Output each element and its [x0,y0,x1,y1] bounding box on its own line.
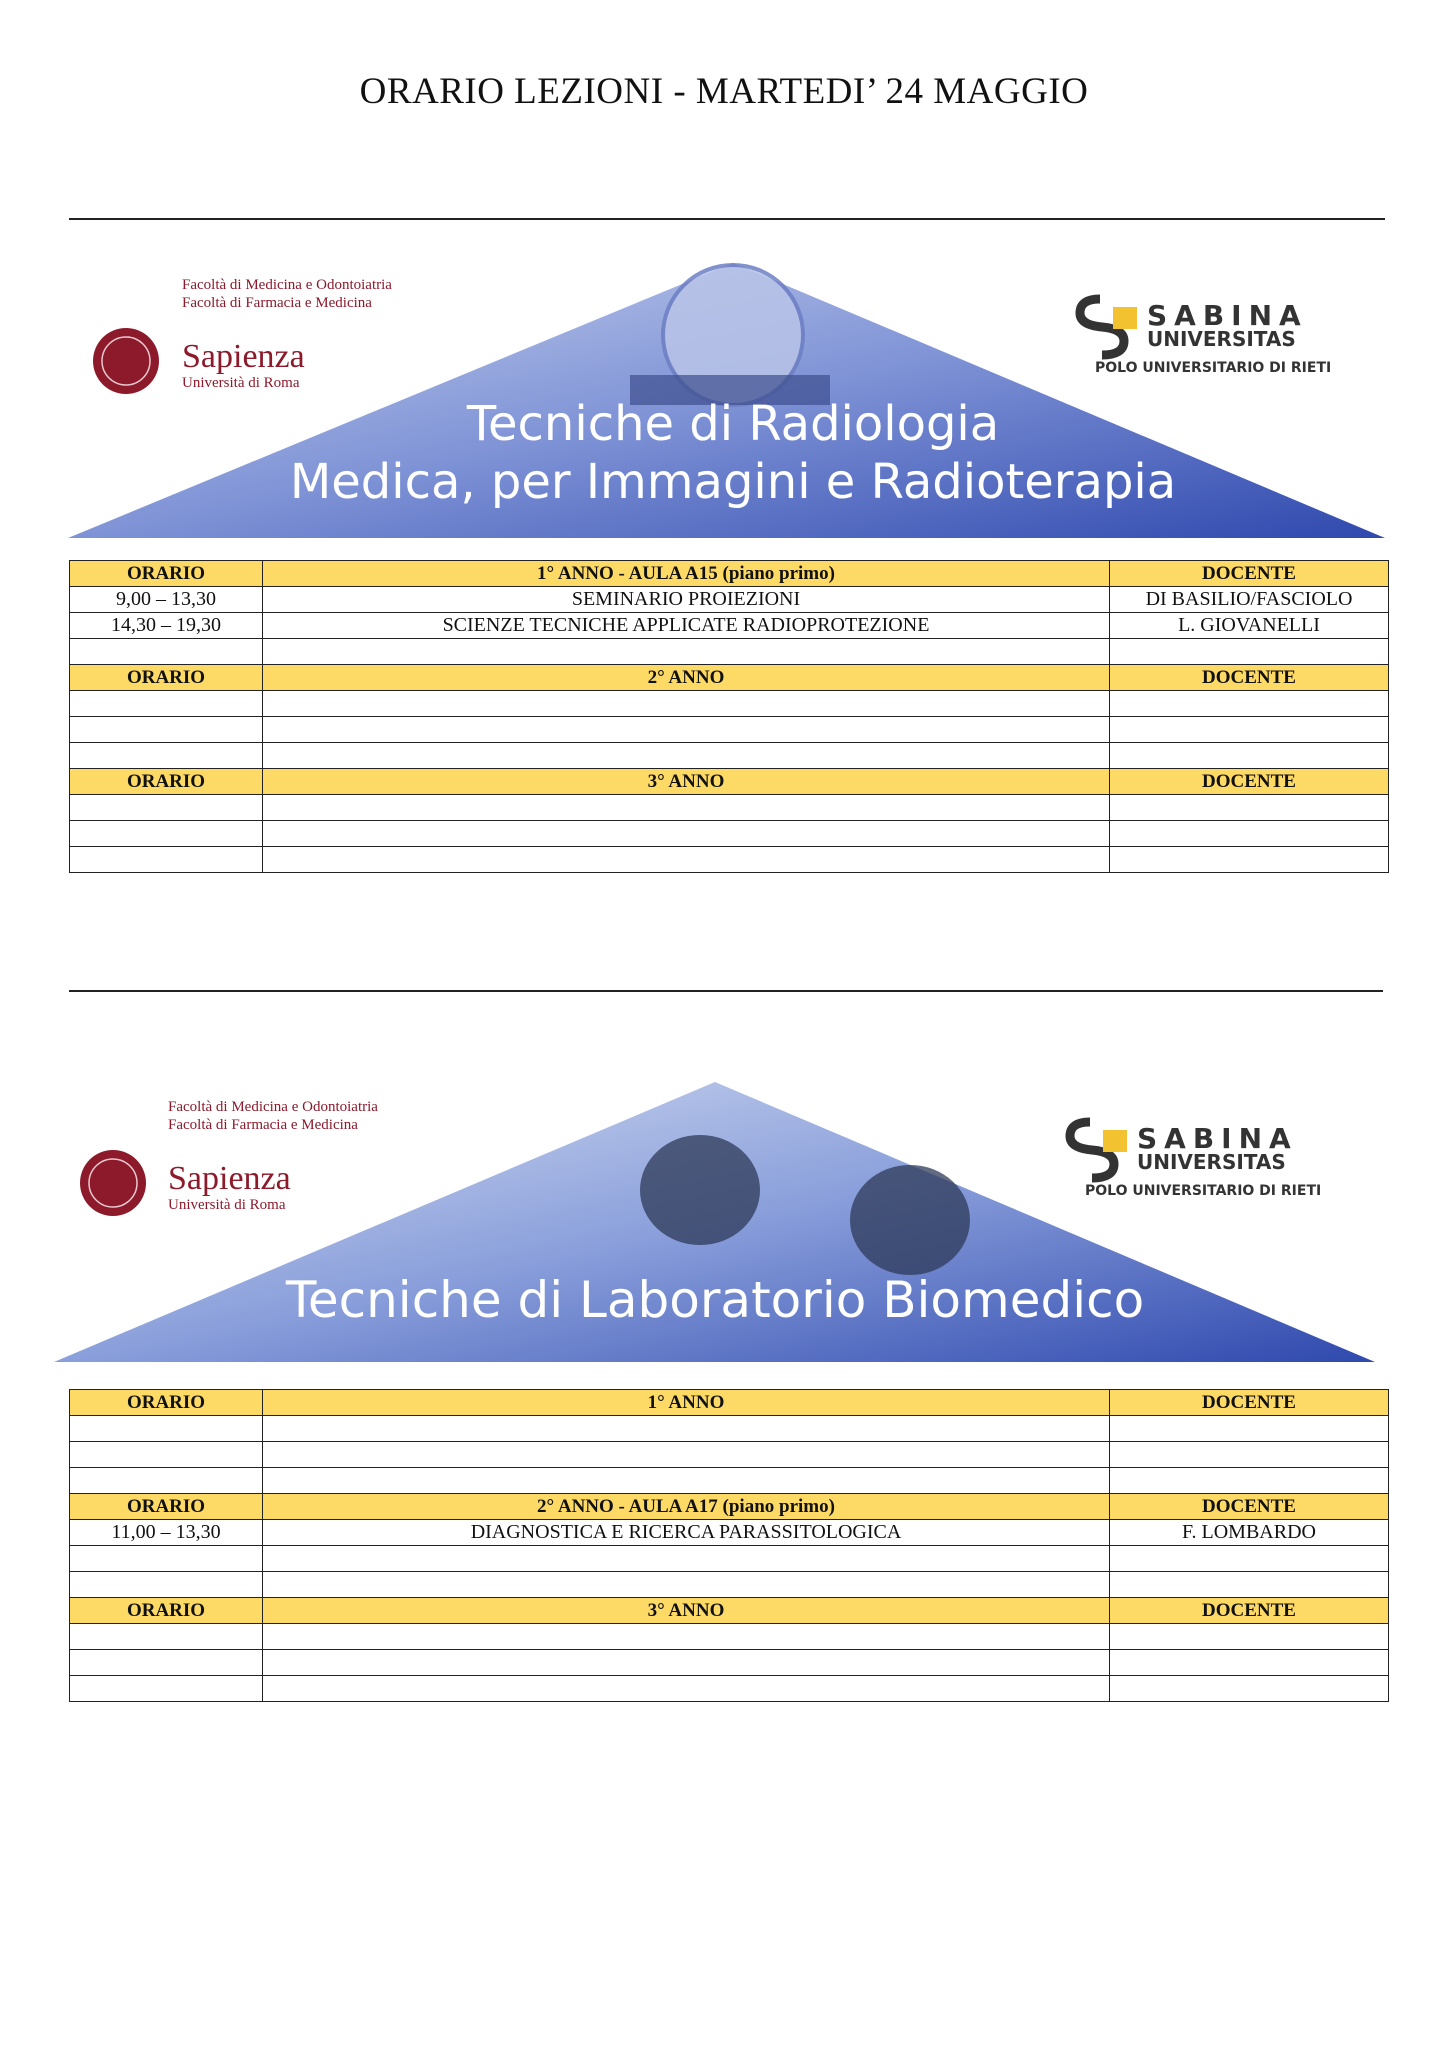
cell-docente [1110,1442,1389,1468]
cell-orario [70,1572,263,1598]
cell-materia [263,1468,1110,1494]
cell-orario [70,1676,263,1702]
cell-docente: F. LOMBARDO [1110,1520,1389,1546]
header-orario: ORARIO [70,561,263,587]
sapienza-sub: Università di Roma [168,1197,286,1213]
cell-orario [70,1416,263,1442]
cell-orario [70,691,263,717]
cell-orario [70,1546,263,1572]
banner-radiologia-graphic [50,255,1400,538]
header-anno: 2° ANNO - AULA A17 (piano primo) [263,1494,1110,1520]
cell-docente [1110,1624,1389,1650]
header-docente: DOCENTE [1110,1494,1389,1520]
cell-materia [263,847,1110,873]
header-docente: DOCENTE [1110,769,1389,795]
cell-docente [1110,639,1389,665]
faculty-line1: Facoltà di Medicina e Odontoiatria [168,1099,378,1115]
header-orario: ORARIO [70,1598,263,1624]
table-row [70,691,1389,717]
table-header-row [70,1598,1389,1624]
header-docente: DOCENTE [1110,1390,1389,1416]
cell-docente [1110,1676,1389,1702]
header-docente: DOCENTE [1110,561,1389,587]
cell-docente: L. GIOVANELLI [1110,613,1389,639]
sapienza-seal-icon [93,328,159,394]
polo-name: POLO UNIVERSITARIO DI RIETI [1095,360,1332,376]
table-header-row [70,1390,1389,1416]
cell-materia: SCIENZE TECNICHE APPLICATE RADIOPROTEZIONE [263,613,1110,639]
cell-docente [1110,821,1389,847]
schedule-table-laboratorio [69,1389,1389,1702]
cell-materia [263,1650,1110,1676]
header-anno: 1° ANNO [263,1390,1110,1416]
sapienza-name: Sapienza [168,1160,291,1197]
sapienza-seal-icon [80,1150,146,1216]
table-row [70,847,1389,873]
banner-radiologia [50,255,1400,538]
cell-docente [1110,717,1389,743]
cell-materia [263,1416,1110,1442]
schedule-table-radiologia [69,560,1389,873]
table-row [70,1676,1389,1702]
cell-orario [70,1624,263,1650]
sabina-book-icon [1103,1130,1127,1152]
sapienza-name: Sapienza [182,338,305,375]
sapienza-sub: Università di Roma [182,375,300,391]
table-row [70,1546,1389,1572]
table-row [70,613,1389,639]
cell-docente [1110,1650,1389,1676]
table-row [70,821,1389,847]
header-orario: ORARIO [70,665,263,691]
header-anno: 3° ANNO [263,769,1110,795]
cell-materia [263,743,1110,769]
cell-materia: SEMINARIO PROIEZIONI [263,587,1110,613]
cell-docente [1110,847,1389,873]
cell-docente [1110,1416,1389,1442]
cell-docente [1110,1468,1389,1494]
cell-orario [70,1650,263,1676]
header-orario: ORARIO [70,769,263,795]
table-row [70,587,1389,613]
universitas-name: UNIVERSITAS [1147,327,1296,351]
banner-laboratorio-line1: Tecniche di Laboratorio Biomedico [285,1271,1145,1329]
cell-orario: 11,00 – 13,30 [70,1520,263,1546]
cell-orario: 9,00 – 13,30 [70,587,263,613]
cell-docente [1110,795,1389,821]
header-anno: 1° ANNO - AULA A15 (piano primo) [263,561,1110,587]
sabina-name: SABINA [1137,1122,1298,1155]
cell-orario [70,1442,263,1468]
cell-orario [70,847,263,873]
cell-orario [70,1468,263,1494]
microscope-eyepiece-icon [850,1165,970,1275]
table-row [70,1416,1389,1442]
table-row [70,639,1389,665]
universitas-name: UNIVERSITAS [1137,1150,1286,1174]
faculty-line1: Facoltà di Medicina e Odontoiatria [182,277,392,293]
cell-materia [263,795,1110,821]
table-header-row [70,665,1389,691]
divider-top [69,218,1385,220]
cell-docente [1110,1572,1389,1598]
faculty-line2: Facoltà di Farmacia e Medicina [168,1117,358,1133]
cell-docente [1110,1546,1389,1572]
cell-materia: DIAGNOSTICA E RICERCA PARASSITOLOGICA [263,1520,1110,1546]
cell-docente [1110,743,1389,769]
header-docente: DOCENTE [1110,665,1389,691]
cell-materia [263,1572,1110,1598]
table-header-row [70,1494,1389,1520]
cell-docente [1110,691,1389,717]
table-row [70,1520,1389,1546]
cell-materia [263,639,1110,665]
banner-laboratorio-graphic [50,1080,1400,1362]
header-orario: ORARIO [70,1494,263,1520]
faculty-line2: Facoltà di Farmacia e Medicina [182,295,372,311]
cell-docente: DI BASILIO/FASCIOLO [1110,587,1389,613]
cell-materia [263,1442,1110,1468]
banner-radiologia-line1: Tecniche di Radiologia [466,396,1000,452]
divider-middle [69,990,1383,992]
cell-materia [263,717,1110,743]
cell-materia [263,691,1110,717]
table-row [70,1468,1389,1494]
page-title: ORARIO LEZIONI - MARTEDI’ 24 MAGGIO [359,71,1089,112]
cell-orario: 14,30 – 19,30 [70,613,263,639]
cell-orario [70,717,263,743]
cell-orario [70,821,263,847]
header-orario: ORARIO [70,1390,263,1416]
table-row [70,1442,1389,1468]
table-row [70,717,1389,743]
cell-orario [70,795,263,821]
cell-orario [70,743,263,769]
table-row [70,1650,1389,1676]
cell-materia [263,1624,1110,1650]
cell-materia [263,1676,1110,1702]
polo-name: POLO UNIVERSITARIO DI RIETI [1085,1183,1322,1199]
table-row [70,1572,1389,1598]
table-header-row [70,769,1389,795]
microscope-eyepiece-icon [640,1135,760,1245]
sabina-book-icon [1113,307,1137,329]
header-docente: DOCENTE [1110,1598,1389,1624]
cell-orario [70,639,263,665]
header-anno: 2° ANNO [263,665,1110,691]
sabina-name: SABINA [1147,299,1308,332]
table-row [70,743,1389,769]
cell-materia [263,821,1110,847]
cell-materia [263,1546,1110,1572]
header-anno: 3° ANNO [263,1598,1110,1624]
banner-radiologia-line2: Medica, per Immagini e Radioterapia [289,454,1177,510]
table-header-row [70,561,1389,587]
banner-laboratorio [50,1080,1400,1362]
table-row [70,795,1389,821]
table-row [70,1624,1389,1650]
